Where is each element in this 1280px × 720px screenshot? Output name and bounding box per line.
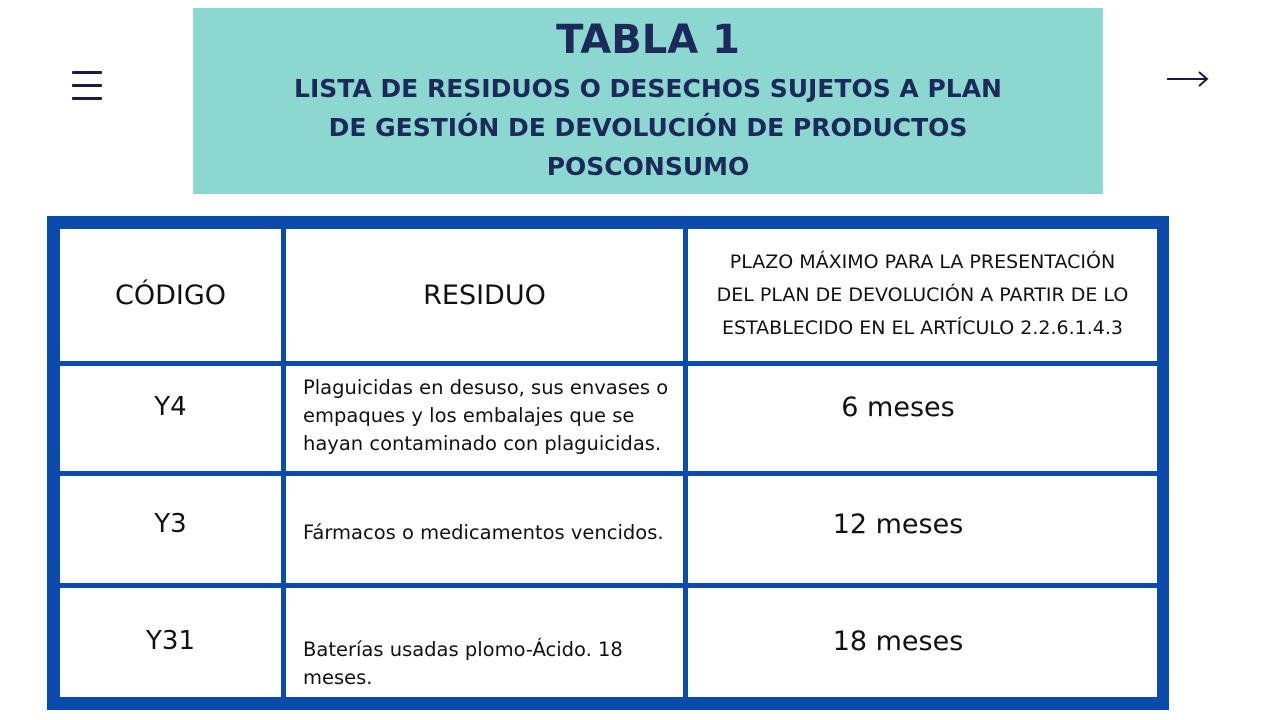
menu-icon[interactable] xyxy=(70,68,104,102)
column-header-code-label: CÓDIGO xyxy=(114,279,227,311)
header-line: DEL PLAN DE DEVOLUCIÓN A PARTIR DE LO xyxy=(716,283,1129,306)
table-row-3-residue xyxy=(286,588,683,697)
residue-table xyxy=(47,216,1169,710)
residue-line: hayan contaminado con plaguicidas. xyxy=(303,432,662,455)
table-row-2-code xyxy=(60,476,281,583)
code-value: Y4 xyxy=(154,392,187,422)
residue-line: empaques y los embalajes que se xyxy=(303,404,635,427)
table-row-2-residue xyxy=(286,476,683,583)
page-title: TABLA 1 xyxy=(556,17,740,63)
table-row-2-term xyxy=(688,476,1157,583)
column-header-term xyxy=(688,229,1157,361)
column-header-residue xyxy=(286,229,683,361)
residue-text xyxy=(286,636,633,692)
subtitle-line: POSCONSUMO xyxy=(546,152,750,181)
table-row-1-term xyxy=(688,366,1157,471)
table-row-1-residue xyxy=(286,366,683,471)
header-line: ESTABLECIDO EN EL ARTÍCULO 2.2.6.1.4.3 xyxy=(721,316,1124,339)
term-value: 6 meses xyxy=(841,392,955,423)
column-header-residue-label: RESIDUO xyxy=(423,279,546,311)
code-value: Y31 xyxy=(146,626,195,656)
table-row-3-code xyxy=(60,588,281,697)
subtitle-line: LISTA DE RESIDUOS O DESECHOS SUJETOS A PLAN xyxy=(294,74,1002,103)
column-header-code xyxy=(60,229,281,361)
table-row-1-code xyxy=(60,366,281,471)
header-line: PLAZO MÁXIMO PARA LA PRESENTACIÓN xyxy=(729,250,1116,273)
residue-line: Plaguicidas en desuso, sus envases o xyxy=(303,376,669,399)
table-row-3-term xyxy=(688,588,1157,697)
residue-text xyxy=(286,374,678,458)
residue-line: Baterías usadas plomo-Ácido. 18 xyxy=(303,638,623,661)
subtitle-line: DE GESTIÓN DE DEVOLUCIÓN DE PRODUCTOS xyxy=(328,113,968,142)
term-value: 18 meses xyxy=(832,626,964,657)
residue-line: meses. xyxy=(303,666,373,689)
page-subtitle xyxy=(213,69,1083,186)
arrow-right-icon[interactable] xyxy=(1163,62,1211,96)
residue-line: Fármacos o medicamentos vencidos. xyxy=(303,521,664,544)
term-value: 12 meses xyxy=(832,509,964,540)
residue-text xyxy=(286,519,674,547)
title-banner xyxy=(193,8,1103,194)
column-header-term-label xyxy=(713,246,1133,345)
code-value: Y3 xyxy=(154,509,187,539)
